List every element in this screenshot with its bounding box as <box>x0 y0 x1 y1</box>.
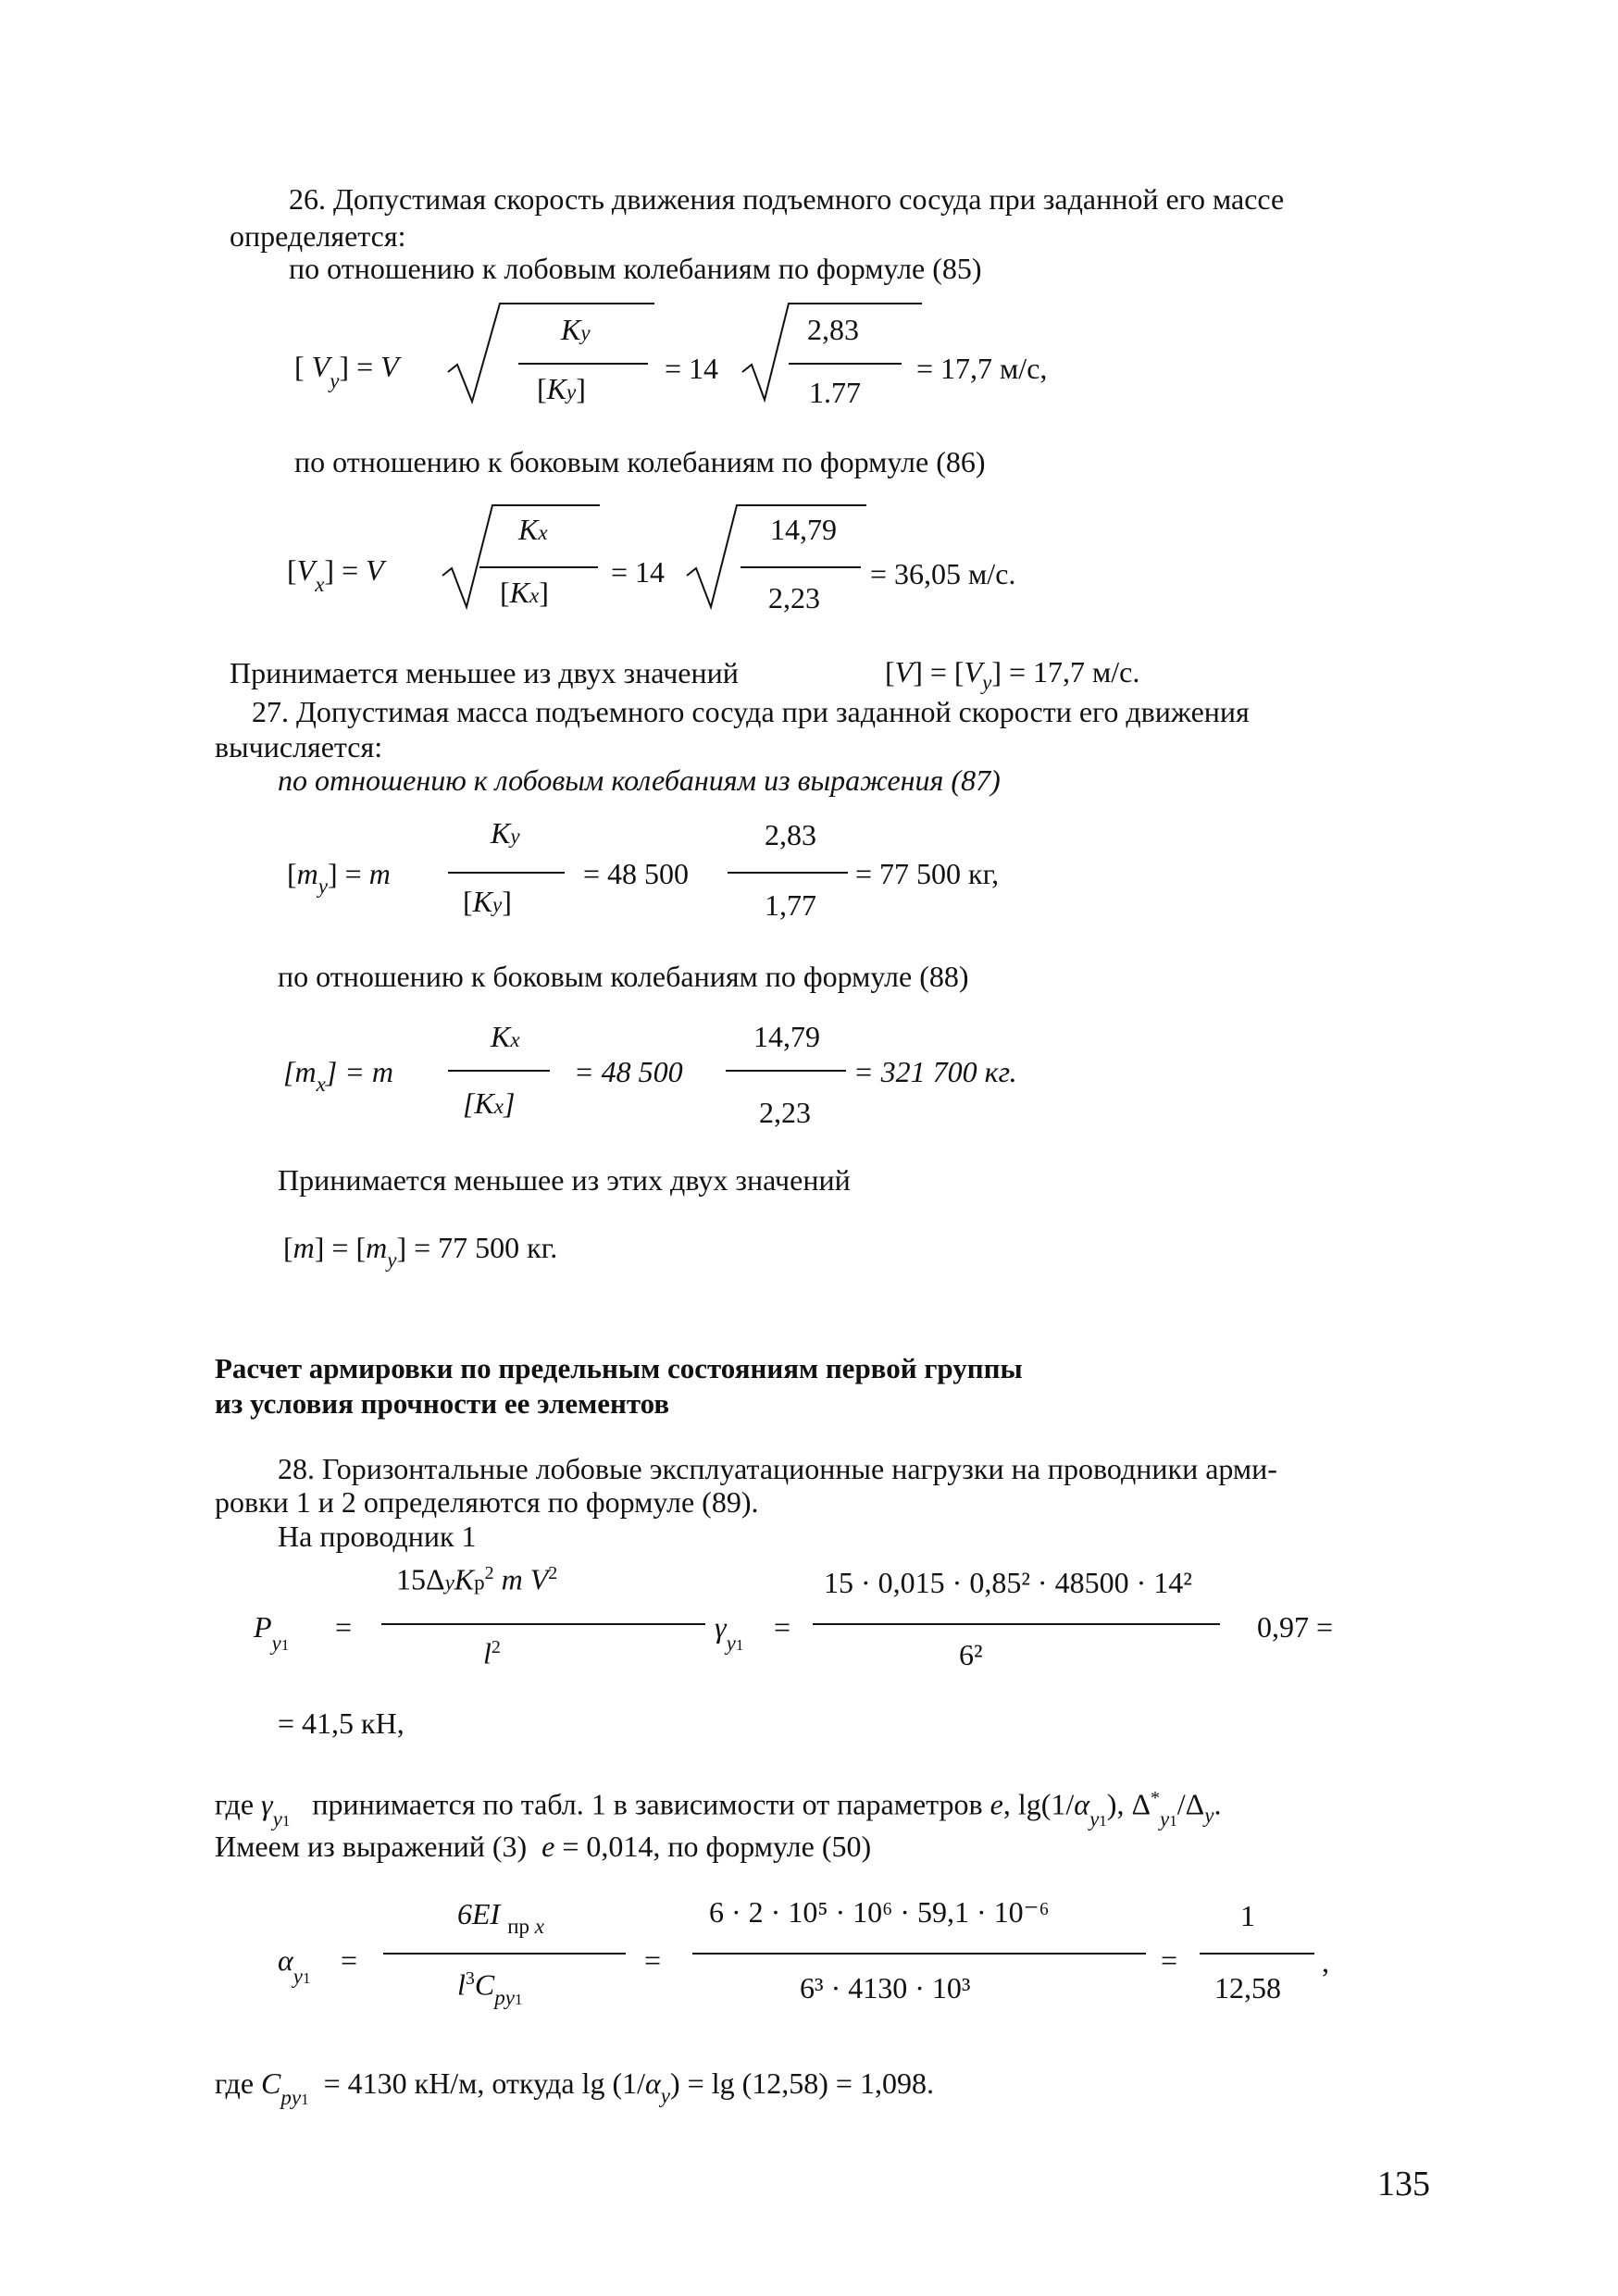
vx-result: = 36,05 м/с. <box>870 557 1016 590</box>
my-result: = 77 500 кг, <box>855 857 1000 890</box>
vx-frac-num: 14,79 <box>770 513 837 546</box>
vy-coef: = 14 <box>665 352 719 385</box>
p-factor: 0,97 = <box>1257 1610 1334 1644</box>
para-28-line-3: На проводник 1 <box>278 1520 477 1553</box>
alpha-den-result: 12,58 <box>1214 1971 1281 2004</box>
mx-result: = 321 700 кг. <box>853 1055 1017 1088</box>
where-gamma-line-2: Имеем из выражений (3) e = 0,014, по формуле (50) <box>215 1830 872 1863</box>
section-heading-line-2: из условия прочности ее элементов <box>215 1387 670 1420</box>
alpha-denominator: 6³ · 4130 · 10³ <box>800 1971 971 2004</box>
para-28-line-1: 28. Горизонтальные лобовые эксплуатационные нагрузки на проводники арми- <box>278 1452 1277 1485</box>
p-numerator: 15 · 0,015 · 0,85² · 48500 · 14² <box>824 1566 1192 1599</box>
where-gamma-line: где $\gamma_{y1}$ принимается по табл. 1 в зависимости от параметров e, $\lg(1/\alpha_{y1})$, $\Delta^*_{y1}/\Delta_y$. <box>215 1787 1222 1831</box>
para-28-line-2: ровки 1 и 2 определяются по формуле (89). <box>215 1485 759 1519</box>
para-26-line-3: по отношению к лобовым колебаниям по формуле (85) <box>289 252 982 285</box>
accept-v-formula: $[V] = [V_y] = 17,7$ м/с. <box>885 655 1140 694</box>
where-c-line: где $C_{py1} = 4130$ кН/м, откуда $\lg (1/\alpha_y) = \lg (12,58) = 1,098$. <box>215 2066 934 2109</box>
para-26-line-2: определяется: <box>230 219 406 253</box>
mx-frac-num: 14,79 <box>753 1020 820 1053</box>
section-heading-line-1: Расчет армировки по предельным состояниям первой группы <box>215 1352 1023 1384</box>
my-frac-num: 2,83 <box>765 818 816 851</box>
vy-frac-num: 2,83 <box>807 313 859 346</box>
mx-coef: = 48 500 <box>574 1055 683 1088</box>
alpha-one: 1 <box>1240 1899 1255 1932</box>
accept-v-text: Принимается меньшее из двух значений <box>230 656 739 689</box>
p-denominator: 6² <box>959 1638 983 1671</box>
vy-result: = 17,7 м/с, <box>916 352 1048 385</box>
formula-m: $[m] = [m_y] = 77$ 500 кг. <box>283 1231 558 1272</box>
para-27-line-1: 27. Допустимая масса подъемного сосуда при заданной скорости его движения <box>252 695 1250 728</box>
para-27-line-3: по отношению к лобовым колебаниям из выражения (87) <box>278 763 1001 797</box>
alpha-numerator: 6 · 2 · 10⁵ · 10⁶ · 59,1 · 10⁻⁶ <box>709 1895 1050 1929</box>
my-coef: = 48 500 <box>583 857 690 890</box>
p-result: = 41,5 кН, <box>278 1706 404 1740</box>
page-number: 135 <box>1377 2165 1430 2203</box>
mx-frac-den: 2,23 <box>759 1096 811 1129</box>
vy-frac-den: 1.77 <box>809 376 861 409</box>
vx-coef: = 14 <box>611 555 666 589</box>
para-27-line-2: вычисляется: <box>215 730 383 763</box>
para-26-line-1: 26. Допустимая скорость движения подъемного сосуда при заданной его массе <box>289 182 1285 216</box>
side-mx-label: по отношению к боковым колебаниям по формуле (88) <box>278 960 969 993</box>
my-frac-den: 1,77 <box>765 888 816 922</box>
vx-frac-den: 2,23 <box>768 581 820 614</box>
accept-m-text: Принимается меньшее из этих двух значений <box>278 1163 851 1197</box>
side-vx-label: по отношению к боковым колебаниям по формуле (86) <box>294 445 986 478</box>
